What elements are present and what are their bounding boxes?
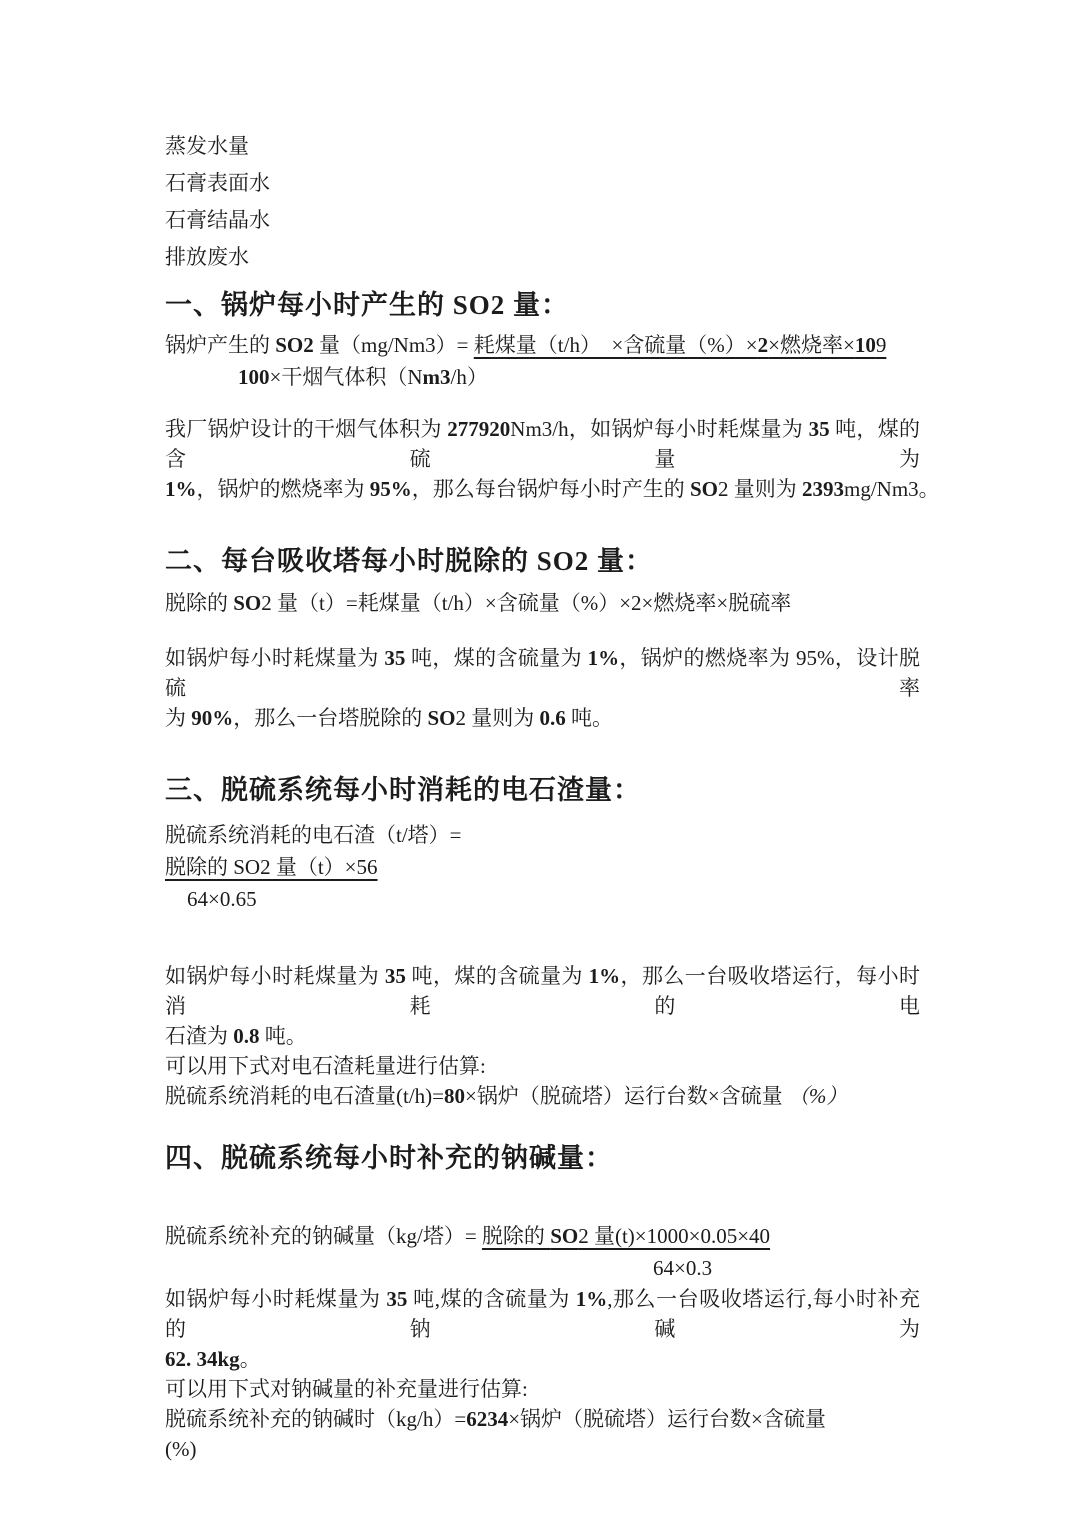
section-4-paragraph-line-1: 如锅炉每小时耗煤量为 35 吨,煤的含硫量为 1%,那么一台吸收塔运行,每小时补充的钠碱为 <box>165 1287 921 1341</box>
section-2-formula: 脱除的 SO2 量（t）=耗煤量（t/h）×含硫量（%）×2×燃烧率×脱硫率 <box>165 591 792 615</box>
section-4-estimate-formula-line-2: (%) <box>165 1437 197 1461</box>
section-2-heading: 二、每台吸收塔每小时脱除的 SO2 量： <box>165 546 654 576</box>
section-1-heading: 一、锅炉每小时产生的 SO2 量： <box>165 290 570 320</box>
section-3-formula-denominator: 64×0.65 <box>187 887 257 911</box>
section-1-paragraph-line-2: 1%，锅炉的燃烧率为 95%，那么每台锅炉每小时产生的 SO2 量则为 2393mg/Nm3。 <box>165 477 940 501</box>
section-1-formula-numerator: 锅炉产生的 SO2 量（mg/Nm3）= 耗煤量（t/h） ×含硫量（%）×2×燃烧率×109 <box>165 333 887 357</box>
section-3-formula-numerator: 脱除的 SO2 量（t）×56 <box>165 855 378 879</box>
section-4-paragraph-line-2: 62. 34kg。 <box>165 1347 261 1371</box>
section-4-formula-numerator: 脱硫系统补充的钠碱量（kg/塔）= 脱除的 SO2 量(t)×1000×0.05×40 <box>165 1224 771 1248</box>
section-3-paragraph-line-1: 如锅炉每小时耗煤量为 35 吨，煤的含硫量为 1%，那么一台吸收塔运行，每小时消耗的电 <box>165 964 921 1018</box>
section-2-paragraph-line-1: 如锅炉每小时耗煤量为 35 吨，煤的含硫量为 1%，锅炉的燃烧率为 95%，设计脱硫率 <box>165 646 921 700</box>
section-4-heading: 四、脱硫系统每小时补充的钠碱量： <box>165 1143 613 1173</box>
section-2-paragraph-line-2: 为 90%，那么一台塔脱除的 SO2 量则为 0.6 吨。 <box>165 706 614 730</box>
section-1-formula-denominator: 100×干烟气体积（Nm3/h） <box>238 365 488 389</box>
intro-line-waste-water: 排放废水 <box>165 245 249 269</box>
section-3-paragraph-line-2: 石渣为 0.8 吨。 <box>165 1024 307 1048</box>
section-3-estimate-formula: 脱硫系统消耗的电石渣量(t/h)=80×锅炉（脱硫塔）运行台数×含硫量 （%） <box>165 1084 848 1108</box>
intro-line-evaporation-water: 蒸发水量 <box>165 134 249 158</box>
section-3-heading: 三、脱硫系统每小时消耗的电石渣量： <box>165 775 641 805</box>
section-4-estimate-label: 可以用下式对钠碱量的补充量进行估算: <box>165 1377 528 1401</box>
intro-line-gypsum-surface-water: 石膏表面水 <box>165 171 270 195</box>
section-3-formula-intro: 脱硫系统消耗的电石渣（t/塔）= <box>165 823 462 847</box>
intro-line-gypsum-crystal-water: 石膏结晶水 <box>165 208 270 232</box>
section-1-paragraph-line-1: 我厂锅炉设计的干烟气体积为 277920Nm3/h，如锅炉每小时耗煤量为 35 吨，煤的含硫量为 <box>165 417 921 471</box>
section-4-estimate-formula-line-1: 脱硫系统补充的钠碱时（kg/h）=6234×锅炉（脱硫塔）运行台数×含硫量 <box>165 1407 826 1431</box>
section-4-formula-denominator: 64×0.3 <box>653 1256 713 1280</box>
section-3-estimate-label: 可以用下式对电石渣耗量进行估算: <box>165 1054 486 1078</box>
